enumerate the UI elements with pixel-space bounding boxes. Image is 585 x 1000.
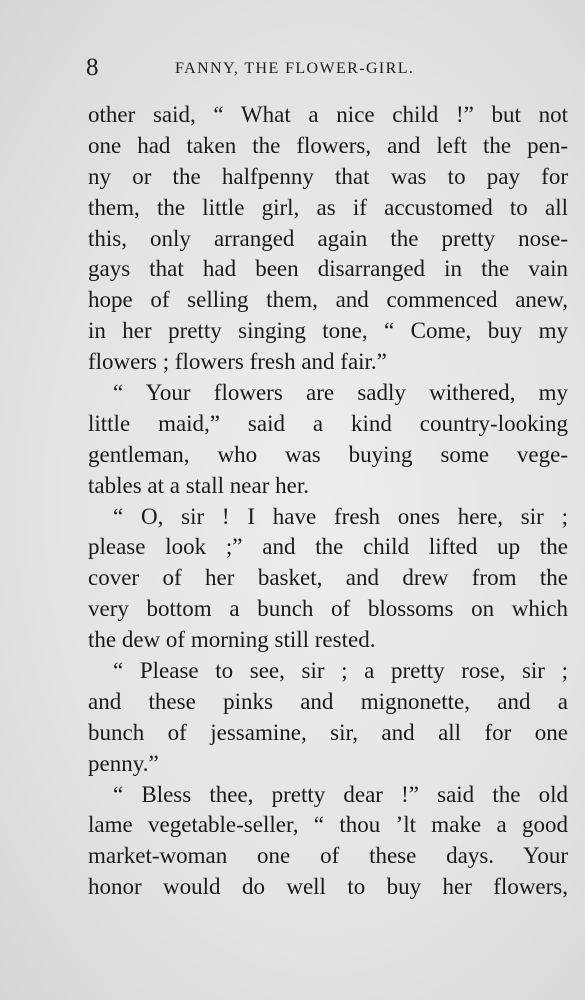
text-line: in her pretty singing tone, “ Come, buy my (88, 318, 568, 344)
running-title: FANNY, THE FLOWER-GIRL. (175, 60, 415, 77)
text-line: flowers ; flowers fresh and fair.” (88, 349, 387, 375)
text-line: gentleman, who was buying some vege- (88, 441, 568, 467)
text-line: tables at a stall near her. (88, 472, 309, 498)
text-line: market-woman one of these days. Your (88, 843, 568, 869)
text-line: hope of selling them, and commenced anew, (88, 287, 568, 313)
text-line: ny or the halfpenny that was to pay for (88, 163, 568, 189)
text-line: cover of her basket, and drew from the (88, 565, 568, 591)
text-line: the dew of morning still rested. (88, 627, 376, 653)
text-line: and these pinks and mignonette, and a (88, 688, 568, 714)
text-line: “ Your flowers are sadly withered, my (113, 380, 568, 406)
text-line: gays that had been disarranged in the vain (88, 256, 568, 282)
text-line: lame vegetable-seller, “ thou ’lt make a good (88, 812, 568, 838)
text-line: them, the little girl, as if accustomed to all (88, 194, 568, 220)
text-line: this, only arranged again the pretty nose- (88, 225, 568, 251)
text-line: “ Bless thee, pretty dear !” said the old (113, 781, 568, 807)
text-line: bunch of jessamine, sir, and all for one (88, 719, 568, 745)
text-line: honor would do well to buy her flowers, (88, 874, 568, 900)
text-line: little maid,” said a kind country-looking (88, 410, 568, 436)
page-number: 8 (86, 54, 99, 81)
text-line: “ O, sir ! I have fresh ones here, sir ; (113, 503, 568, 529)
text-line: please look ;” and the child lifted up the (88, 534, 568, 560)
body-text (88, 100, 568, 903)
text-line: other said, “ What a nice child !” but not (88, 102, 568, 127)
text-line: very bottom a bunch of blossoms on which (88, 596, 568, 622)
text-line: “ Please to see, sir ; a pretty rose, sir ; (113, 658, 568, 684)
text-line: one had taken the flowers, and left the pen- (88, 132, 568, 158)
text-line: penny.” (88, 750, 159, 776)
page-header (86, 52, 478, 84)
